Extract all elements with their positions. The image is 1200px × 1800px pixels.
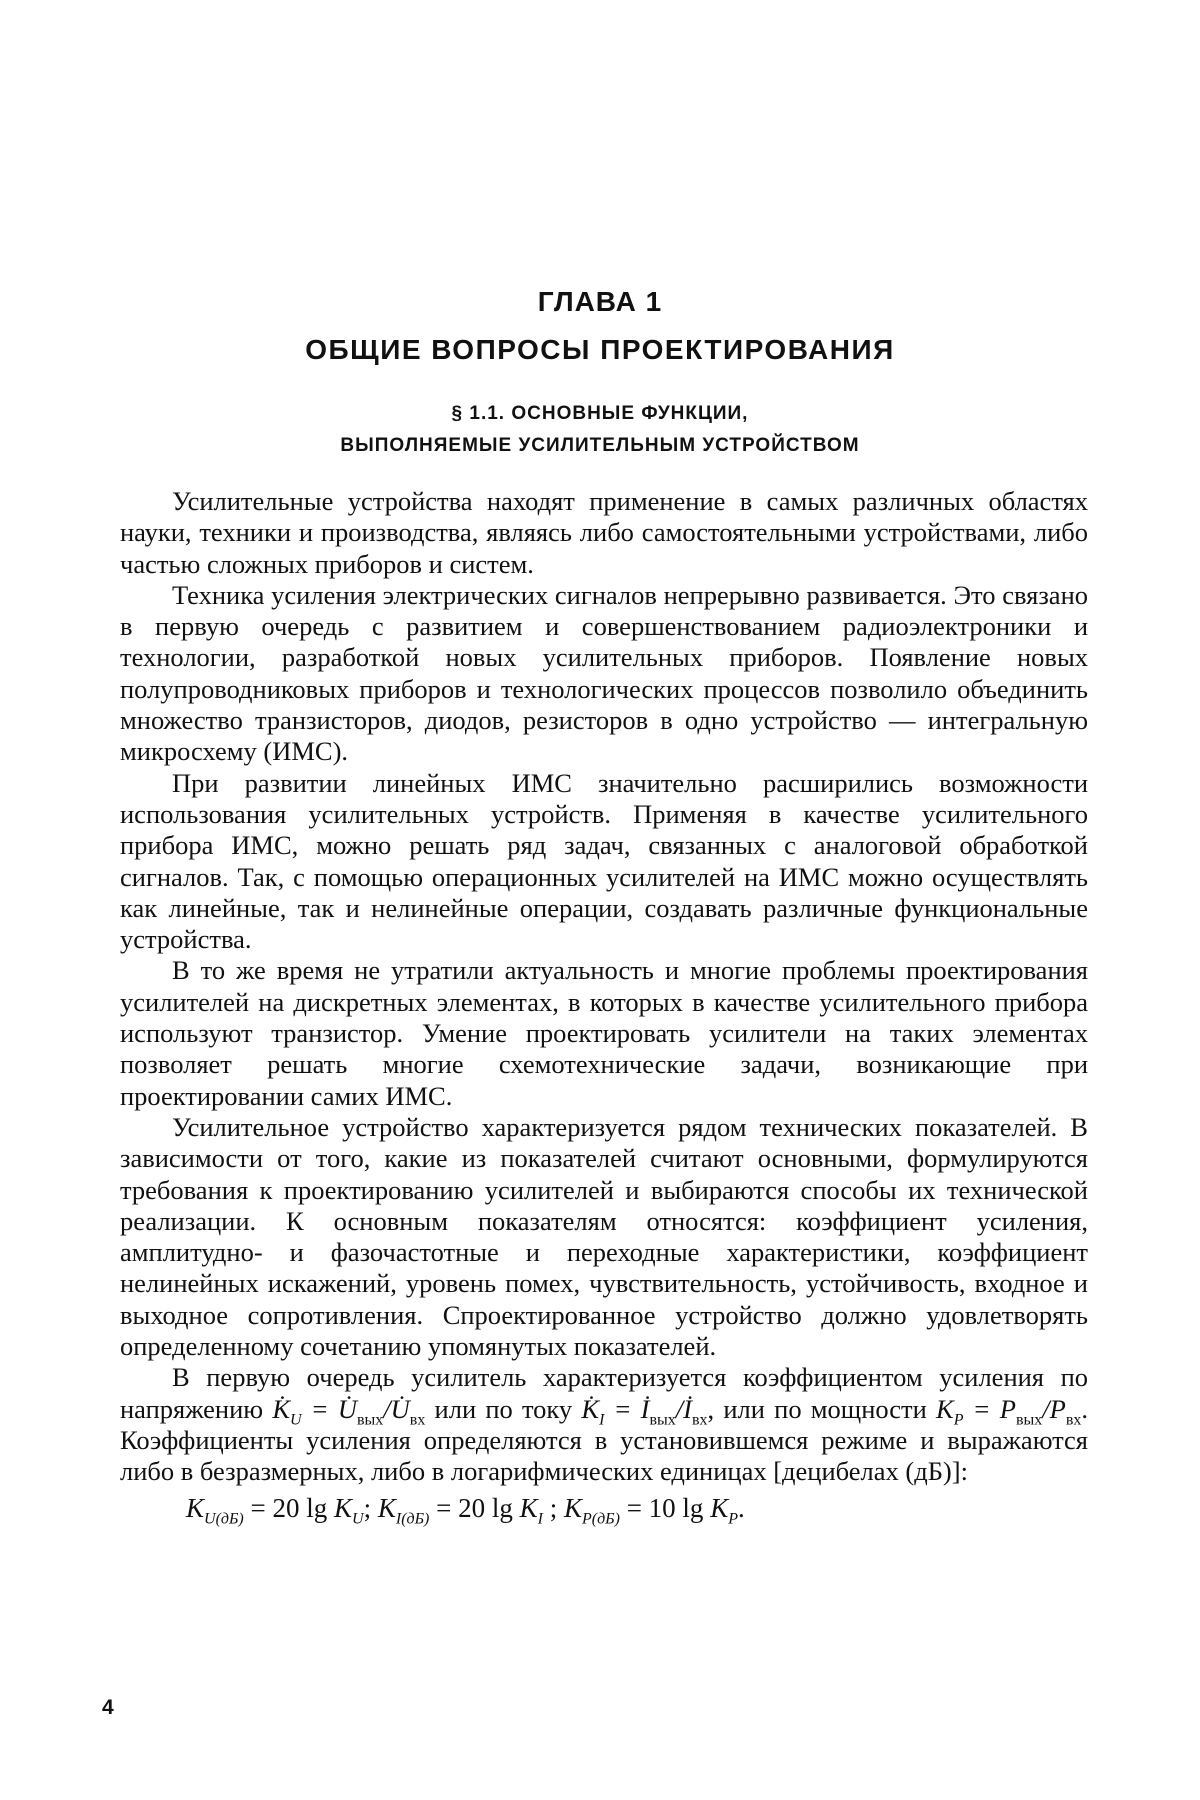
kp-sub: P: [954, 1411, 964, 1428]
chapter-label: ГЛАВА 1: [0, 286, 1200, 318]
f-ki-db-rhs: = 20 lg: [429, 1493, 519, 1523]
f-ku-db-rhs: = 20 lg: [244, 1493, 334, 1523]
book-page: [0, 0, 1200, 1800]
ki-eq: = İ: [604, 1394, 649, 1424]
f-kp-db-rhs: = 10 lg: [620, 1493, 710, 1523]
ki-sub: I: [599, 1411, 604, 1428]
ku-sub: U: [290, 1411, 302, 1428]
f-ki-sub: I: [538, 1510, 543, 1527]
section-heading-line2: ВЫПОЛНЯЕМЫЕ УСИЛИТЕЛЬНЫМ УСТРОЙСТВОМ: [0, 430, 1200, 462]
or-current: или по току: [425, 1394, 581, 1424]
kp-symbol: K: [936, 1394, 954, 1424]
kp-den-sub: вх: [1066, 1411, 1082, 1428]
kp-den: /P: [1042, 1394, 1066, 1424]
ki-num-sub: вых: [649, 1411, 675, 1428]
or-power: , или по мощности: [708, 1394, 936, 1424]
ku-den-sub: вх: [410, 1411, 426, 1428]
f-ku: K: [334, 1493, 352, 1523]
section-heading: [0, 398, 1200, 462]
f-kp-db: K: [564, 1493, 582, 1523]
f-ku-db-sub: U(дБ): [204, 1510, 244, 1527]
paragraph-5: Усилительное устройство характеризуется рядом технических показателей. В зависимости от того, какие из показателей считают основными, формулируются требования к проектированию усилителей и выбираются способы их технической реализации. К основным показателям относятся: коэффициент усиления, амплитудно- и фазочастотные и переходные характеристики, коэффициент нелинейных искажений, уровень помех, чувствительность, устойчивость, входное и выходное сопротивления. Спроектированное устройство должно удовлетворять определенному сочетанию упомянутых показателей.: [120, 1112, 1088, 1362]
f-end: .: [738, 1493, 745, 1523]
chapter-title: ОБЩИЕ ВОПРОСЫ ПРОЕКТИРОВАНИЯ: [0, 334, 1200, 366]
kp-num-sub: вых: [1016, 1411, 1042, 1428]
paragraph-3: При развитии линейных ИМС значительно расширились возможности использования усилительных устройств. Применяя в качестве усилительного прибора ИМС, можно решать ряд задач, связанных с аналоговой обработкой сигналов. Так, с помощью операционных усилителей на ИМС можно осуществлять как линейные, так и нелинейные операции, создавать различные функциональные устройства.: [120, 768, 1088, 956]
gain-tail: . Коэффициенты усиления определяются в установившемся режиме и выражаются либо в безразмерных, либо в логарифмических единицах [децибелах (дБ)]:: [120, 1394, 1088, 1487]
f-kp-sub: P: [728, 1510, 738, 1527]
f-ku-db: K: [186, 1493, 204, 1523]
ku-eq: = U̇: [302, 1394, 357, 1424]
ku-num-sub: вых: [357, 1411, 383, 1428]
body-text: [120, 486, 1088, 1524]
f-ku-sub: U: [352, 1510, 364, 1527]
paragraph-gain: [120, 1362, 1088, 1487]
f-ki-db-sub: I(дБ): [396, 1510, 430, 1527]
gain-intro: В первую очередь усилитель характеризуется коэффициентом усиления по напряжению: [120, 1362, 1088, 1423]
paragraph-2: Техника усиления электрических сигналов непрерывно развивается. Это связано в первую очередь с развитием и совершенствованием радиоэлектроники и технологии, разработкой новых усилительных приборов. Появление новых полупроводниковых приборов и технологических процессов позволило объединить множество транзисторов, диодов, резисторов в одно устройство — интегральную микросхему (ИМС).: [120, 580, 1088, 768]
f-ki: K: [520, 1493, 538, 1523]
ki-den-sub: вх: [692, 1411, 708, 1428]
section-heading-line1: § 1.1. ОСНОВНЫЕ ФУНКЦИИ,: [0, 398, 1200, 430]
ki-den: /İ: [676, 1394, 692, 1424]
ku-symbol: K̇: [272, 1394, 290, 1424]
f-kp: K: [710, 1493, 728, 1523]
f-ki-db: K: [378, 1493, 396, 1523]
ku-den: /U̇: [383, 1394, 410, 1424]
paragraph-1: Усилительные устройства находят применение в самых различных областях науки, техники и производства, являясь либо самостоятельными устройствами, либо частью сложных приборов и систем.: [120, 486, 1088, 580]
kp-eq: = P: [963, 1394, 1015, 1424]
f-kp-db-sub: P(дБ): [582, 1510, 620, 1527]
ki-symbol: K̇: [581, 1394, 599, 1424]
gain-formula: [120, 1493, 1088, 1524]
f-sep1: ;: [364, 1493, 378, 1523]
paragraph-4: В то же время не утратили актуальность и многие проблемы проектирования усилителей на дискретных элементах, в которых в качестве усилительного прибора используют транзистор. Умение проектировать усилители на таких элементах позволяет решать многие схемотехнические задачи, возникающие при проектировании самих ИМС.: [120, 955, 1088, 1111]
f-sep2: ;: [543, 1493, 564, 1523]
page-number: 4: [102, 1696, 114, 1720]
